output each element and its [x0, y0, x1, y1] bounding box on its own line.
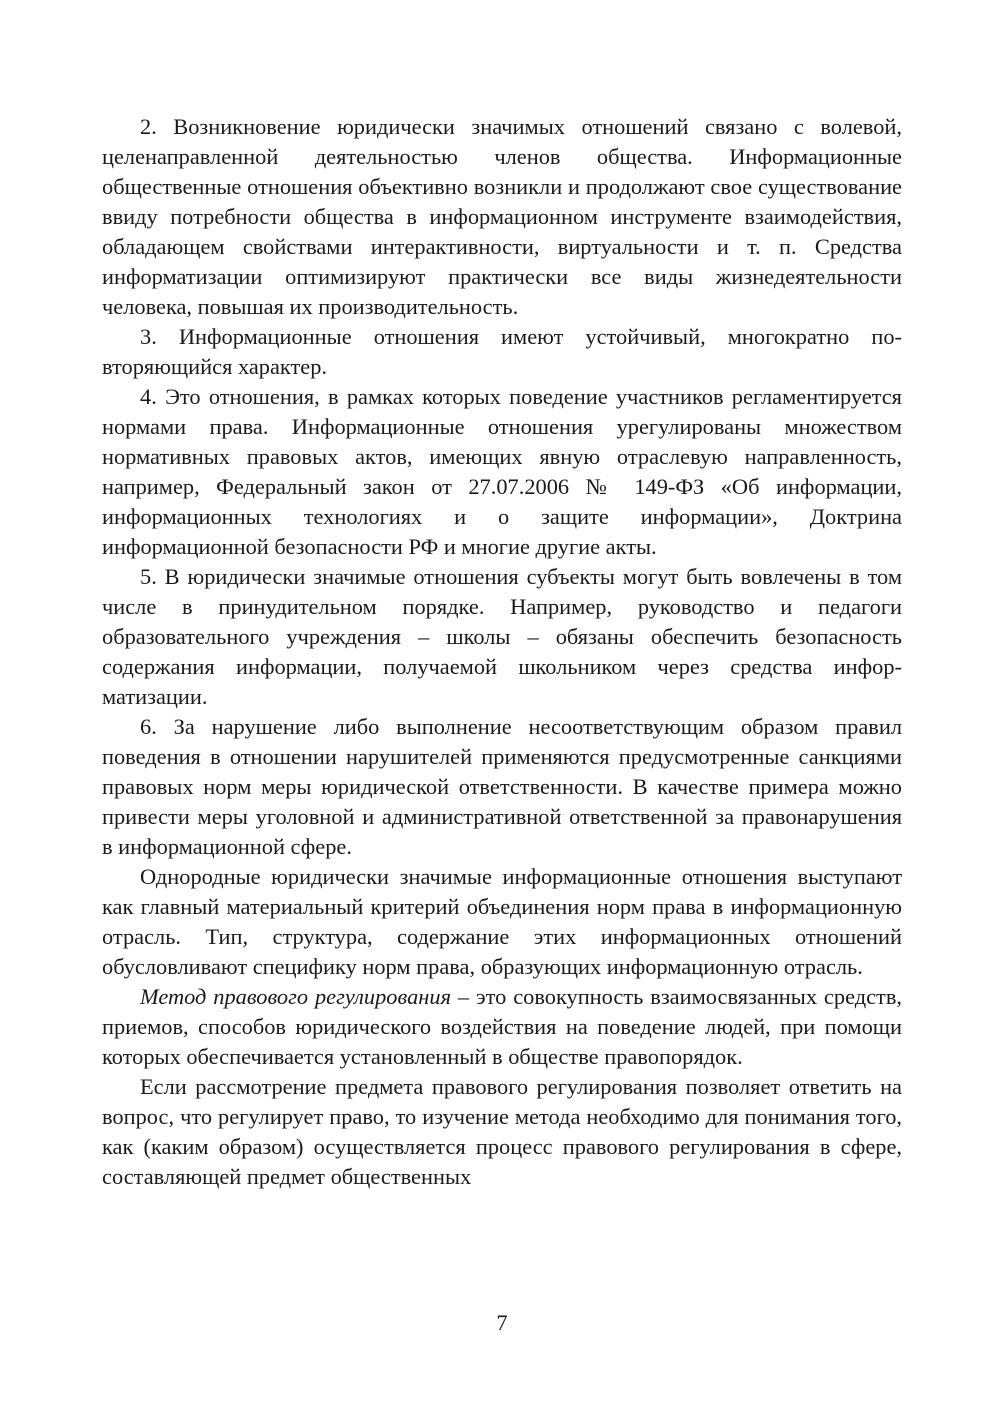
page-number: 7: [496, 1310, 508, 1335]
defined-term: Метод правового регулирования: [140, 984, 451, 1009]
paragraph-homogeneous-relations: Однородные юридически значимые информационные отношения выступают как главный материальный критерий объединения норм права в информационную отрасль. Тип, структура, содержание этих информационных отношений обусловливают специфику норм права, образующих информационную отрасль.: [102, 864, 902, 979]
paragraph-item-6: 6. За нарушение либо выполнение несоответствующим образом правил поведения в отношении нарушителей применяются предусмотренные санкциями правовых норм меры юридической ответственности. В качестве примера можно привести меры уголовной и административной ответственной за правонарушения в информационной сфере.: [102, 714, 902, 859]
paragraph-item-2: 2. Возникновение юридически значимых отношений связано с волевой, целенаправленной деятельностью членов общества. Информационные общественные отношения объективно возникли и продолжают свое существование ввиду потребности общества в информационном инструменте взаимодействия, обладающем свойствами интерактивности, виртуальности и т. п. Средства информатизации оптимизируют практически все виды жизнедеятельности человека, повышая их производительность.: [102, 114, 902, 319]
paragraph-item-3: 3. Информационные отношения имеют устойчивый, многократно повторяющийся характер.: [102, 324, 902, 379]
definition-text: – это совокупность взаимосвязанных средств, приемов, способов юридического воздействия на поведение людей, при помощи которых обеспечивается установленный в обществе правопорядок.: [102, 984, 902, 1069]
paragraph-item-4: 4. Это отношения, в рамках которых поведение участников регламентируется нормами права. Информационные отношения урегулированы множеством нормативных правовых актов, имеющих явную отраслевую направленность, например, Федеральный закон от 27.07.2006 № 149-ФЗ «Об информации, информационных технологиях и о защите информации», Доктрина информационной безопасности РФ и многие другие акты.: [102, 384, 902, 559]
paragraph-method-purpose: Если рассмотрение предмета правового регулирования позволяет ответить на вопрос, что регулирует право, то изучение метода необходимо для понимания того, как (каким образом) осуществляется процесс правового регулирования в сфере, составляющей предмет общественных: [102, 1074, 902, 1189]
page-body: [102, 112, 902, 1192]
paragraph-method-definition: [102, 982, 902, 1072]
paragraph-item-5: 5. В юридически значимые отношения субъекты могут быть вовлечены в том числе в принудительном порядке. Например, руководство и педагоги образовательного учреждения – школы – обязаны обеспечить безопасность содержания информации, получаемой школьником через средства информатизации.: [102, 564, 902, 709]
